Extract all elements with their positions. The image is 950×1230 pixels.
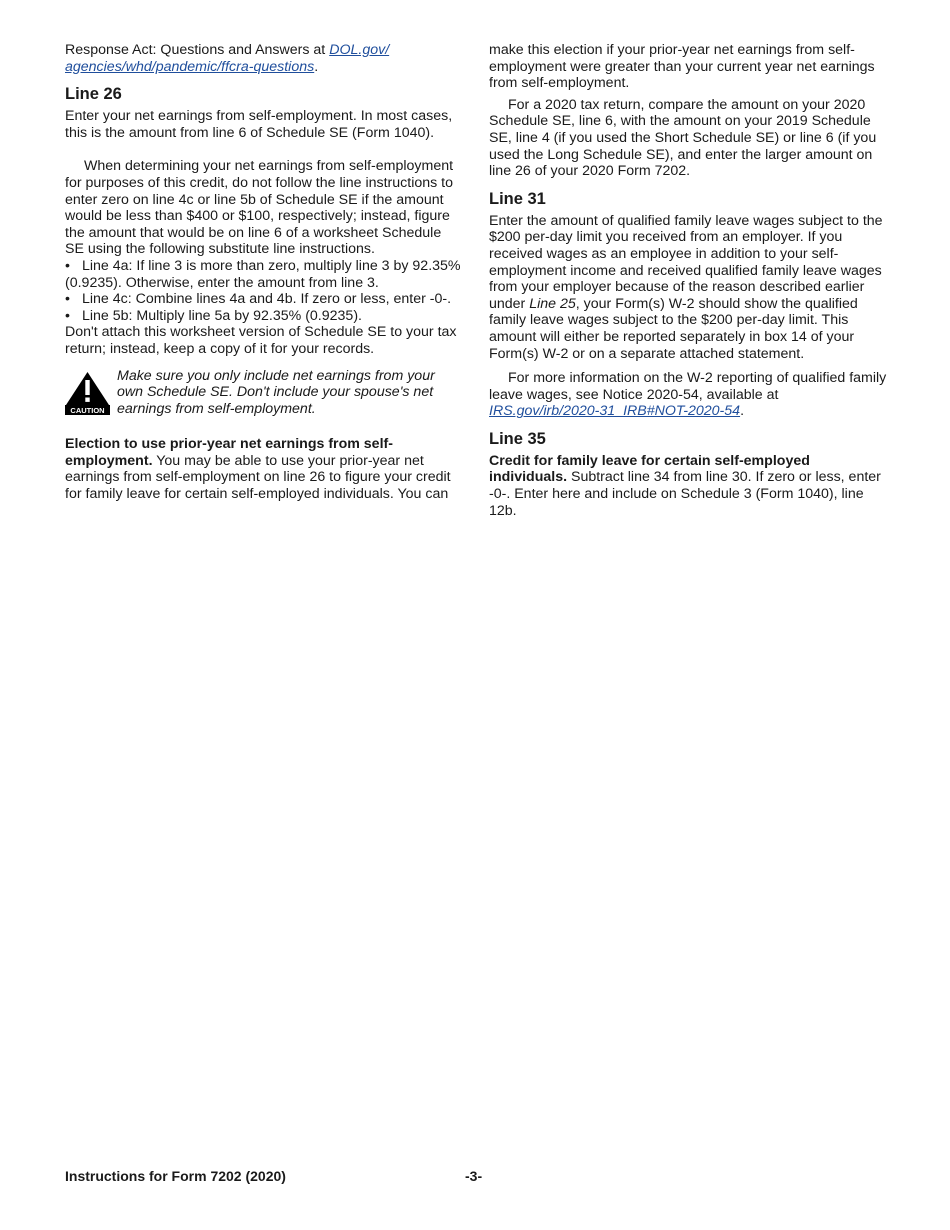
line-31-heading: Line 31 xyxy=(489,189,546,208)
continued-paragraph: Response Act: Questions and Answers at DOL.gov/ agencies/whd/pandemic/ffcra-questions. xyxy=(65,42,390,75)
worksheet-note: Don't attach this worksheet version of Schedule SE to your tax return; instead, keep a copy of it for your records. xyxy=(65,324,457,357)
footer-title: Instructions for Form 7202 (2020) xyxy=(65,1168,286,1184)
caution-label: CAUTION xyxy=(70,405,105,415)
left-column xyxy=(65,42,461,503)
irs-notice-link[interactable]: IRS.gov/irb/2020-31_IRB#NOT-2020-54 xyxy=(489,403,741,420)
line-31-w2-paragraph: For more information on the W-2 reporting of qualified family leave wages, see Notice 2020-54, available at IRS.gov/irb/2020-31_IRB#NOT-2020-54. xyxy=(489,370,887,420)
right-column xyxy=(489,42,887,519)
line-35-paragraph: Credit for family leave for certain self-employed individuals. Subtract line 34 from line 30. If zero or less, enter -0-. Enter here and include on Schedule 3 (Form 1040), line 12b. xyxy=(489,452,881,519)
tax-2020-paragraph: For a 2020 tax return, compare the amount on your 2020 Schedule SE, line 6, with the amount on your 2019 Schedule SE, line 4 (if you used the Short Schedule SE) or line 6 (if you used the Long Schedule SE), and enter the larger amount on line 26 of your 2020 Form 7202. xyxy=(489,96,877,180)
line-26-heading: Line 26 xyxy=(65,85,122,104)
election-paragraph: Election to use prior-year net earnings from self-employment. You may be able to use your prior-year net earnings from self-employment on line 26 to figure your credit for family leave for certain self-employed individuals. You can xyxy=(65,436,451,503)
line-26-worksheet-paragraph: When determining your net earnings from self-employment for purposes of this credit, do not follow the line instructions to enter zero on line 4c or line 5b of Schedule SE if the amount would be less than $400 or $100, respectively; instead, figure the amount that would be on line 6 of a worksheet Schedule SE using the following substitute line instructions. xyxy=(65,158,454,258)
bullet-item: • Line 4a: If line 3 is more than zero, multiply line 3 by 92.35% (0.9235). Otherwise, enter the amount from line 3. xyxy=(65,257,461,291)
line-35-heading: Line 35 xyxy=(489,429,546,448)
page-number: -3- xyxy=(465,1168,483,1184)
continued-election-paragraph: make this election if your prior-year net earnings from self-employment were greater than your current year net earnings from self-employment. xyxy=(489,42,875,92)
dol-link[interactable]: DOL.gov/ agencies/whd/pandemic/ffcra-questions xyxy=(65,42,390,75)
caution-text: Make sure you only include net earnings from your own Schedule SE. Don't include your spouse's net earnings from self-employment. xyxy=(117,367,435,417)
caution-box xyxy=(65,368,461,418)
line-31-paragraph: Enter the amount of qualified family leave wages subject to the $200 per-day limit you received from an employer. If you received wages as an employee in addition to your self-employment income and received qualified family leave wages from your employer because of the reason described earlier under Line 25, your Form(s) W-2 should show the qualified family leave wages subject to the $200 per-day limit. This amount will either be reported separately in box 14 of your Form(s) W-2 or on a separate attached statement. xyxy=(489,212,883,362)
line-26-intro: Enter your net earnings from self-employment. In most cases, this is the amount from line 6 of Schedule SE (Form 1040). xyxy=(65,108,453,141)
caution-icon xyxy=(65,371,110,415)
bullet-item: • Line 5b: Multiply line 5a by 92.35% (0.9235). xyxy=(65,307,362,324)
bullet-item: • Line 4c: Combine lines 4a and 4b. If zero or less, enter -0-. xyxy=(65,291,452,308)
